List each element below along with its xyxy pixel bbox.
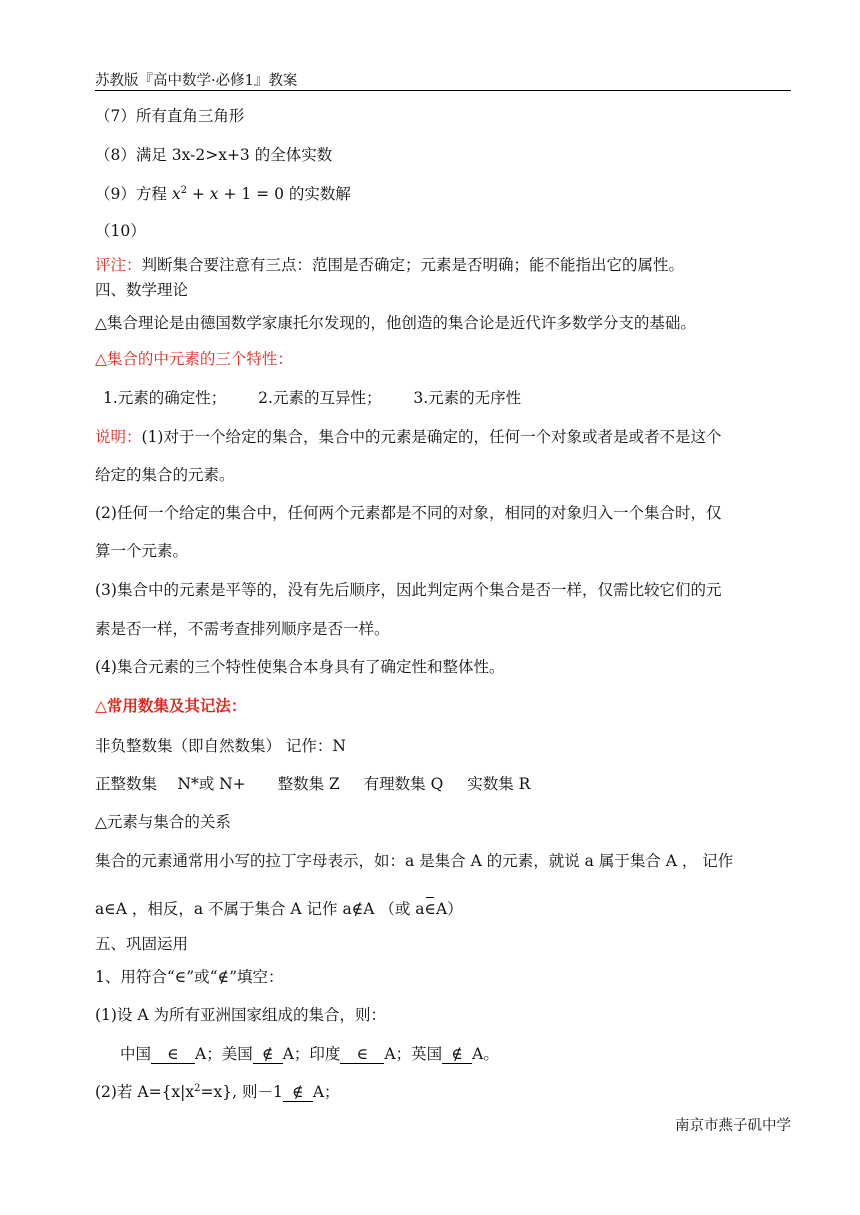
remark-label: 评注： [95,256,142,274]
relation-line-2: a∈A ，相反，a 不属于集合 A 记作 a∉A （或 a∈A） [95,900,463,918]
rationals: 有理数集 Q [363,775,444,793]
question-1: 1、用符合“∈”或“∉”填空： [95,968,284,986]
explain-label: 说明： [95,428,142,446]
question-1-2: (2)若 $A=\{x|x^2=x\}$, 则－1 ∉ A； [95,1082,340,1101]
number-sets-heading: △常用数集及其记法： [95,696,247,715]
item-9-equation: $x^2 + x + 1 = 0$ [171,184,284,203]
positive-integers: 正整数集 N*或 N+ [95,775,246,793]
blank-uk: ∉ [442,1045,472,1064]
header-title: 苏教版『高中数学·必修1』教案 [95,73,298,89]
blank-minus-one: ∉ [283,1083,313,1102]
explain-4: (4)集合元素的三个特性使集合本身具有了确定性和整体性。 [95,658,505,676]
explain-1a: 说明：(1)对于一个给定的集合，集合中的元素是确定的，任何一个对象或者是或者不是这个 [95,428,722,446]
theory-text: △集合理论是由德国数学家康托尔发现的，他创造的集合论是近代许多数学分支的基础。 [95,314,696,332]
properties-list [103,386,521,408]
item-9 [95,182,351,204]
answers-line: 中国 ∈ A；美国 ∉ A；印度 ∈ A；英国 ∉ A。 [120,1045,499,1063]
footer-school: 南京市燕子矶中学 [675,1118,791,1134]
item-7: （7）所有直角三角形 [95,107,245,125]
explain-2b: 算一个元素。 [95,542,189,560]
item-9-prefix: （9）方程 [95,185,167,203]
item-10: （10） [95,222,146,240]
integers: 整数集 Z [277,775,340,793]
remark-text: 判断集合要注意有三点：范围是否确定；元素是否明确；能不能指出它的属性。 [141,256,685,274]
item-9-suffix: 的实数解 [288,185,351,203]
nonnegative-integers: 非负整数集（即自然数集） 记作：N [95,737,346,755]
explain-1b: 给定的集合的元素。 [95,466,235,484]
reals: 实数集 R [467,775,531,793]
question-1-1: (1)设 A 为所有亚洲国家组成的集合，则： [95,1006,387,1024]
property-3: 3.元素的无序性 [413,389,522,407]
explain-3b: 素是否一样，不需考查排列顺序是否一样。 [95,620,390,638]
explain-2a: (2)任何一个给定的集合中，任何两个元素都是不同的对象，相同的对象归入一个集合时，仅 [95,504,722,522]
section5-heading: 五、巩固运用 [95,935,189,953]
property-1: 1.元素的确定性； [103,389,227,407]
number-sets-row [95,772,530,794]
overline-element-of: ∈ [424,900,436,918]
item-8: （8）满足 3x-2>x+3 的全体实数 [95,146,333,164]
page-header [95,66,791,91]
blank-india: ∈ [340,1045,384,1064]
blank-usa: ∉ [253,1045,283,1064]
explain-3a: (3)集合中的元素是平等的，没有先后顺序，因此判定两个集合是否一样，仅需比较它们的元 [95,581,722,599]
properties-heading: △集合的中元素的三个特性： [95,350,293,368]
blank-china: ∈ [151,1045,195,1064]
relation-line-1: 集合的元素通常用小写的拉丁字母表示，如：a 是集合 A 的元素，就说 a 属于集合 A ， 记作 [95,852,734,870]
remark [95,253,684,275]
section4-heading: 四、数学理论 [95,281,189,299]
property-2: 2.元素的互异性； [258,389,382,407]
relation-heading: △元素与集合的关系 [95,813,231,831]
